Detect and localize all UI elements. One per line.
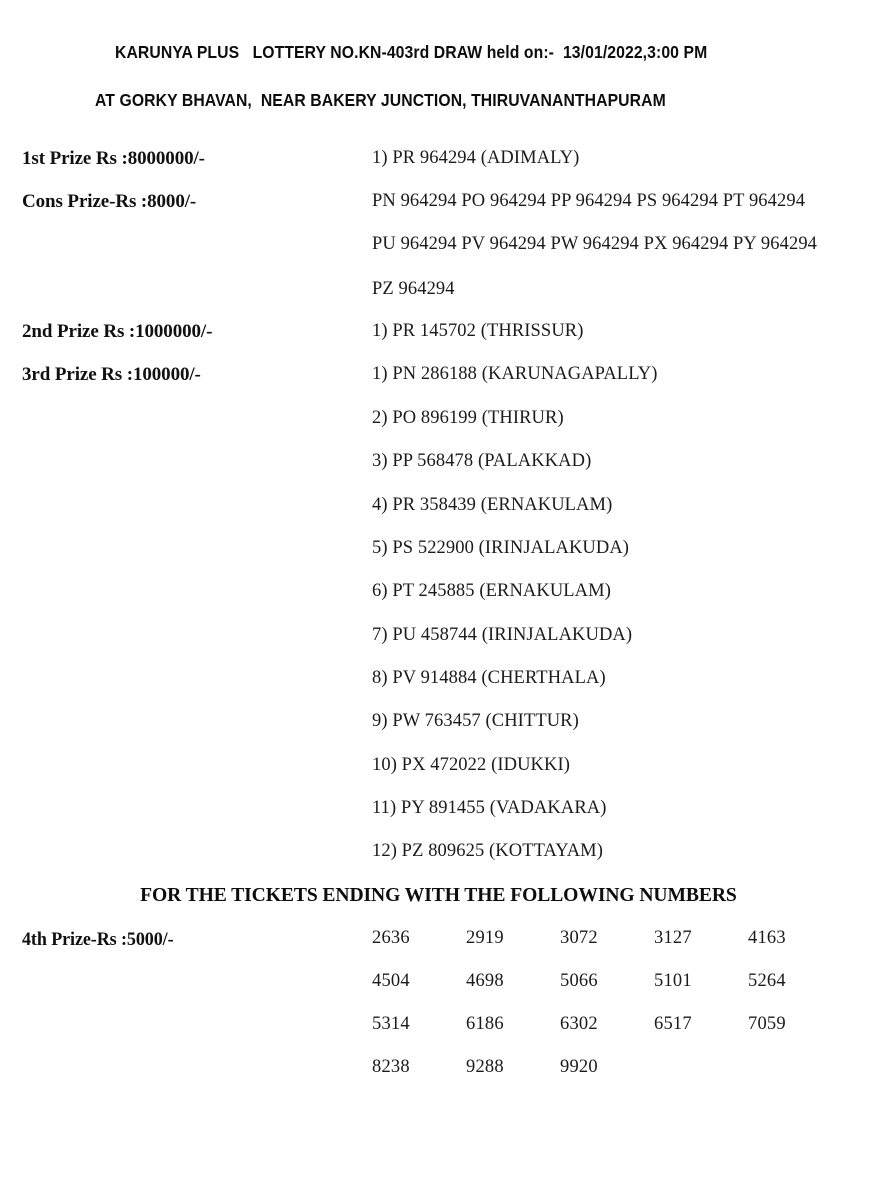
table-row bbox=[372, 1014, 842, 1057]
third-prize-entry: 2) PO 896199 (THIRUR) bbox=[372, 408, 564, 428]
table-row bbox=[372, 971, 842, 1014]
third-prize-entry: 10) PX 472022 (IDUKKI) bbox=[372, 755, 570, 775]
consolation-prize-label: Cons Prize-Rs :8000/- bbox=[22, 191, 197, 212]
third-prize-entry: 7) PU 458744 (IRINJALAKUDA) bbox=[372, 625, 633, 645]
third-prize-entry: 11) PY 891455 (VADAKARA) bbox=[372, 798, 607, 818]
fourth-prize-number: 6302 bbox=[560, 1014, 598, 1034]
second-prize-entry: 1) PR 145702 (THRISSUR) bbox=[372, 321, 584, 341]
fourth-prize-number: 8238 bbox=[372, 1057, 410, 1077]
consolation-prize-entry: PZ 964294 bbox=[372, 279, 455, 299]
fourth-prize-number: 4504 bbox=[372, 971, 410, 991]
third-prize-label: 3rd Prize Rs :100000/- bbox=[22, 364, 201, 385]
fourth-prize-number: 3072 bbox=[560, 928, 598, 948]
fourth-prize-number: 5314 bbox=[372, 1014, 410, 1034]
third-prize-entry: 5) PS 522900 (IRINJALAKUDA) bbox=[372, 538, 630, 558]
fourth-prize-number: 4698 bbox=[466, 971, 504, 991]
third-prize-entry: 8) PV 914884 (CHERTHALA) bbox=[372, 668, 606, 688]
fourth-prize-number: 9920 bbox=[560, 1057, 598, 1077]
fourth-prize-number: 5264 bbox=[748, 971, 786, 991]
first-prize-label: 1st Prize Rs :8000000/- bbox=[22, 148, 205, 169]
third-prize-entry: 6) PT 245885 (ERNAKULAM) bbox=[372, 581, 611, 601]
header-title-line: KARUNYA PLUS LOTTERY NO.KN-403rd DRAW held on:- 13/01/2022,3:00 PM bbox=[115, 42, 708, 62]
table-row bbox=[372, 1057, 842, 1100]
first-prize-entry: 1) PR 964294 (ADIMALY) bbox=[372, 148, 580, 168]
fourth-prize-number: 5066 bbox=[560, 971, 598, 991]
consolation-prize-entry: PN 964294 PO 964294 PP 964294 PS 964294 PT 964294 bbox=[372, 191, 806, 211]
consolation-prize-entry: PU 964294 PV 964294 PW 964294 PX 964294 PY 964294 bbox=[372, 234, 818, 254]
fourth-prize-label: 4th Prize-Rs :5000/- bbox=[22, 929, 174, 950]
third-prize-entry: 1) PN 286188 (KARUNAGAPALLY) bbox=[372, 364, 658, 384]
ending-numbers-heading-text: FOR THE TICKETS ENDING WITH THE FOLLOWING NUMBERS bbox=[139, 884, 737, 906]
fourth-prize-number: 7059 bbox=[748, 1014, 786, 1034]
fourth-prize-number-grid bbox=[372, 928, 842, 1100]
ending-numbers-heading bbox=[0, 884, 876, 907]
fourth-prize-number: 2636 bbox=[372, 928, 410, 948]
fourth-prize-number: 6517 bbox=[654, 1014, 692, 1034]
fourth-prize-number: 2919 bbox=[466, 928, 504, 948]
table-row bbox=[372, 928, 842, 971]
fourth-prize-number: 4163 bbox=[748, 928, 786, 948]
third-prize-entry: 4) PR 358439 (ERNAKULAM) bbox=[372, 495, 613, 515]
second-prize-label: 2nd Prize Rs :1000000/- bbox=[22, 321, 213, 342]
fourth-prize-number: 9288 bbox=[466, 1057, 504, 1077]
fourth-prize-number: 3127 bbox=[654, 928, 692, 948]
header-venue-line: AT GORKY BHAVAN, NEAR BAKERY JUNCTION, THIRUVANANTHAPURAM bbox=[95, 90, 666, 110]
fourth-prize-number: 6186 bbox=[466, 1014, 504, 1034]
third-prize-entry: 12) PZ 809625 (KOTTAYAM) bbox=[372, 841, 603, 861]
third-prize-entry: 3) PP 568478 (PALAKKAD) bbox=[372, 451, 592, 471]
fourth-prize-number: 5101 bbox=[654, 971, 692, 991]
third-prize-entry: 9) PW 763457 (CHITTUR) bbox=[372, 711, 579, 731]
